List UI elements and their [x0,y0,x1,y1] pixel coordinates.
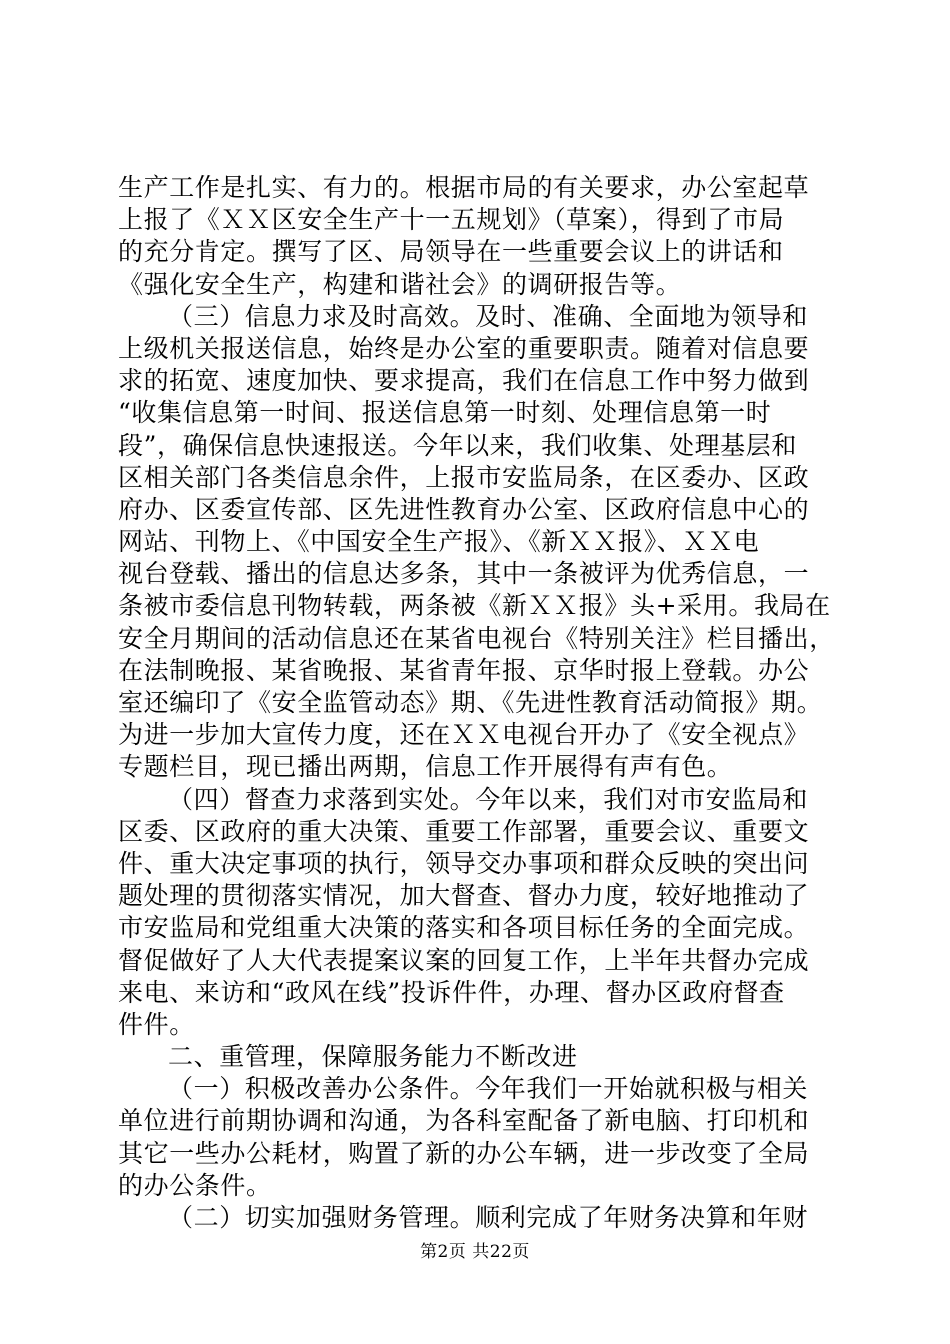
document-body [118,172,838,1234]
text-line: 市安监局和党组重大决策的落实和各项目标任务的全面完成。 [118,913,810,943]
text-line: 条被市委信息刊物转载，两条被《新ＸＸ报》头+采用。我局在 [118,591,831,621]
text-line: 二、重管理，保障服务能力不断改进 [168,1042,578,1072]
text-line: 督促做好了人大代表提案议案的回复工作，上半年共督办完成 [118,945,810,975]
text-line: 其它一些办公耗材，购置了新的办公车辆，进一步改变了全局 [118,1138,810,1168]
text-line: 件、重大决定事项的执行，领导交办事项和群众反映的突出问 [118,848,810,878]
text-line: 《强化安全生产，构建和谐社会》的调研报告等。 [118,269,682,299]
text-line: 来电、来访和“政风在线”投诉件件，办理、督办区政府督查 [118,977,785,1007]
text-line: 上级机关报送信息，始终是办公室的重要职责。随着对信息要 [118,333,810,363]
text-line: 安全月期间的活动信息还在某省电视台《特别关注》栏目播出， [118,623,835,653]
text-line: 题处理的贯彻落实情况，加大督查、督办力度，较好地推动了 [118,881,810,911]
text-line: 府办、区委宣传部、区先进性教育办公室、区政府信息中心的 [118,494,810,524]
text-line: （四）督查力求落到实处。今年以来，我们对市安监局和 [168,784,809,814]
text-line: 区委、区政府的重大决策、重要工作部署，重要会议、重要文 [118,816,810,846]
page-footer: 第2页 共22页 [420,1242,530,1262]
text-line: “收集信息第一时间、报送信息第一时刻、处理信息第一时 [118,398,772,428]
text-line: 在法制晚报、某省晚报、某省青年报、京华时报上登载。办公 [118,655,810,685]
text-line: 件件。 [118,1009,195,1039]
text-line: 生产工作是扎实、有力的。根据市局的有关要求，办公室起草 [118,173,810,202]
text-line: 段”，确保信息快速报送。今年以来，我们收集、处理基层和 [118,430,797,460]
text-line: 上报了《ＸＸ区安全生产十一五规划》（草案），得到了市局 [118,205,785,235]
text-line: 专题栏目，现已播出两期，信息工作开展得有声有色。 [118,752,733,782]
text-line: 求的拓宽、速度加快、要求提高，我们在信息工作中努力做到 [118,366,810,396]
text-line: 区相关部门各类信息余件，上报市安监局条，在区委办、区政 [118,462,810,492]
text-line: 视台登载、播出的信息达多条，其中一条被评为优秀信息，一 [118,559,810,589]
text-line: 的充分肯定。撰写了区、局领导在一些重要会议上的讲话和 [118,237,784,267]
text-line: 为进一步加大宣传力度，还在ＸＸ电视台开办了《安全视点》 [118,720,810,750]
text-line: 单位进行前期协调和沟通，为各科室配备了新电脑、打印机和 [118,1106,810,1136]
text-line: 的办公条件。 [118,1170,272,1200]
text-line: 室还编印了《安全监管动态》期、《先进性教育活动简报》期。 [118,688,823,717]
text-line: （二）切实加强财务管理。顺利完成了年财务决算和年财 [168,1203,809,1232]
text-line: （三）信息力求及时高效。及时、准确、全面地为领导和 [168,301,809,331]
text-line: 网站、刊物上、《中国安全生产报》、《新ＸＸ报》、ＸＸ电 [118,527,760,557]
text-line: （一）积极改善办公条件。今年我们一开始就积极与相关 [168,1074,809,1104]
